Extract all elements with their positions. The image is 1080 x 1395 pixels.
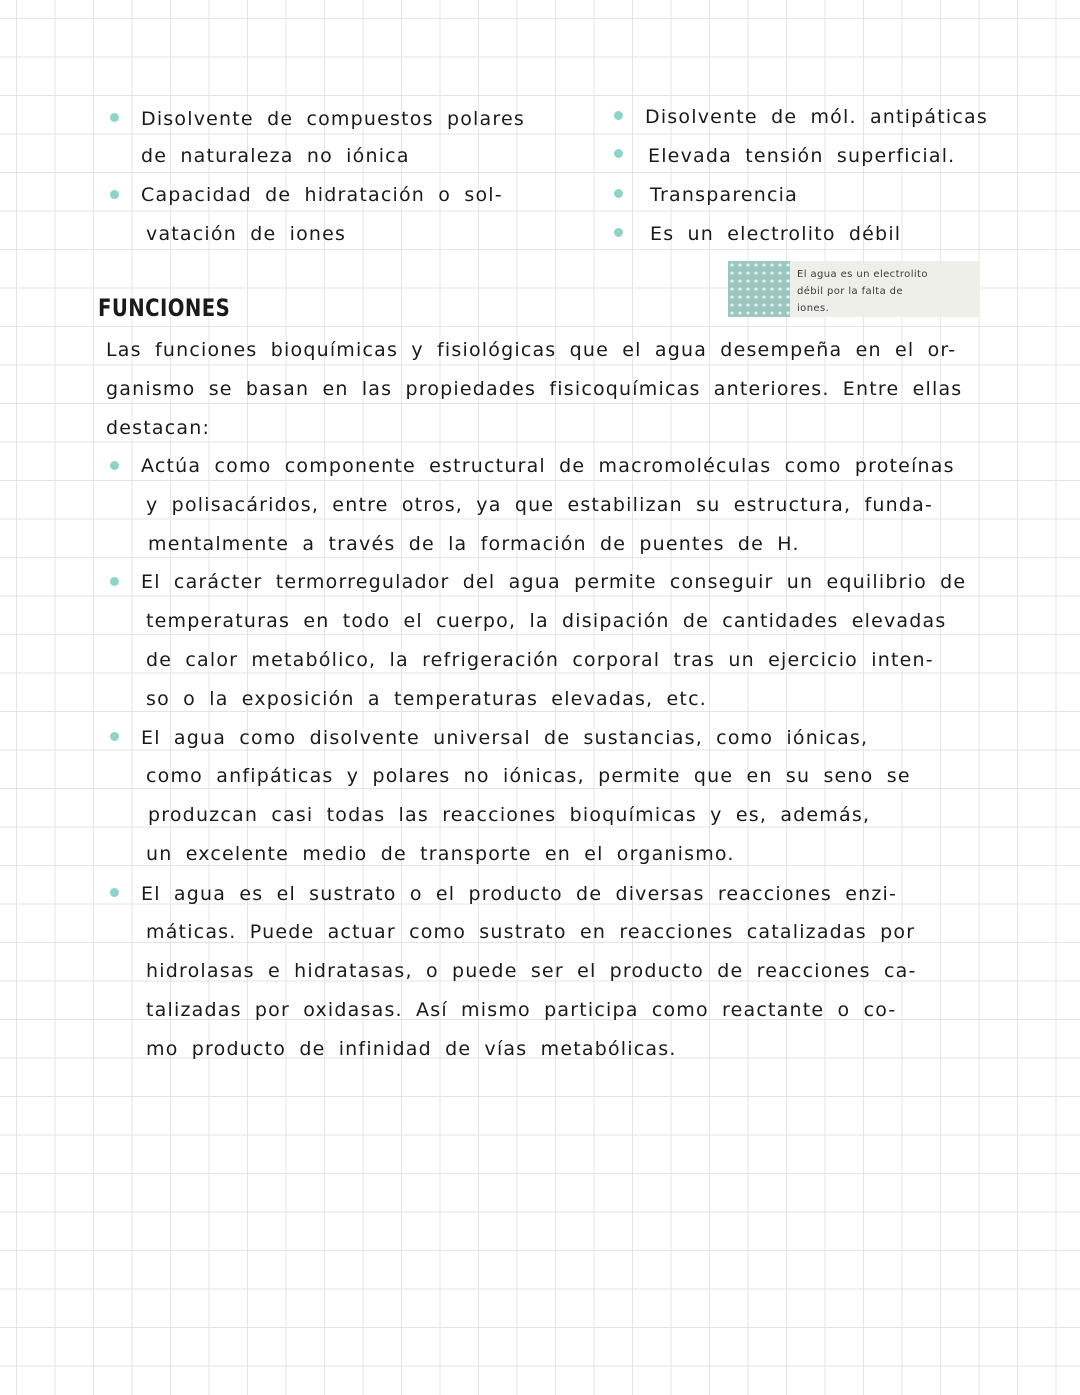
bullet-icon — [614, 189, 623, 198]
list-item-line: El carácter termorregulador del agua permite conseguir un equilibrio de — [141, 571, 967, 593]
list-item-line: temperaturas en todo el cuerpo, la disipación de cantidades elevadas — [146, 610, 947, 632]
list-item-line: talizadas por oxidasas. Así mismo participa como reactante o co- — [146, 999, 897, 1021]
paragraph-line: Las funciones bioquímicas y fisiológicas que el agua desempeña en el or- — [106, 339, 957, 361]
list-item-line: como anfipáticas y polares no iónicas, permite que en su seno se — [146, 765, 911, 787]
list-item-line: y polisacáridos, entre otros, ya que estabilizan su estructura, funda- — [146, 494, 933, 516]
paragraph-line: destacan: — [106, 417, 211, 439]
list-item-line: Es un electrolito débil — [650, 223, 902, 245]
list-item-line: Disolvente de mól. antipáticas — [645, 106, 988, 128]
note-text: El agua es un electrolito débil por la falta de iones. — [797, 269, 928, 314]
list-item-line: mo producto de infinidad de vías metabólicas. — [146, 1038, 677, 1060]
bullet-icon — [614, 111, 623, 120]
bullet-icon — [110, 461, 119, 470]
bullet-icon — [110, 732, 119, 741]
list-item-line: Elevada tensión superficial. — [648, 145, 956, 167]
list-item-line: mentalmente a través de la formación de puentes de H. — [148, 533, 800, 555]
bullet-icon — [614, 228, 623, 237]
list-item-line: Actúa como componente estructural de macromoléculas como proteínas — [141, 455, 955, 477]
bullet-icon — [110, 577, 119, 586]
list-item-line: de naturaleza no iónica — [141, 145, 410, 167]
list-item-line: un excelente medio de transporte en el organismo. — [146, 843, 735, 865]
bullet-icon — [110, 113, 119, 122]
sticker-pattern-icon — [728, 261, 790, 317]
bullet-icon — [110, 888, 119, 897]
list-item-line: El agua como disolvente universal de sustancias, como iónicas, — [141, 727, 869, 749]
list-item-line: máticas. Puede actuar como sustrato en reacciones catalizadas por — [146, 921, 916, 943]
list-item-line: de calor metabólico, la refrigeración corporal tras un ejercicio inten- — [146, 649, 934, 671]
list-item-line: Transparencia — [650, 184, 799, 206]
list-item-line: so o la exposición a temperaturas elevadas, etc. — [146, 688, 707, 710]
bullet-icon — [614, 149, 623, 158]
list-item-line: Capacidad de hidratación o sol- — [141, 184, 503, 206]
paragraph-line: ganismo se basan en las propiedades fisicoquímicas anteriores. Entre ellas — [106, 378, 963, 400]
bullet-icon — [110, 190, 119, 199]
list-item-line: vatación de iones — [146, 223, 347, 245]
list-item-line: hidrolasas e hidratasas, o puede ser el producto de reacciones ca- — [146, 960, 917, 982]
list-item-line: produzcan casi todas las reacciones bioquímicas y es, además, — [148, 804, 871, 826]
list-item-line: Disolvente de compuestos polares — [141, 108, 525, 130]
list-item-line: El agua es el sustrato o el producto de diversas reacciones enzi- — [141, 883, 898, 905]
note-sticker — [728, 261, 980, 317]
section-title: FUNCIONES — [98, 294, 231, 322]
